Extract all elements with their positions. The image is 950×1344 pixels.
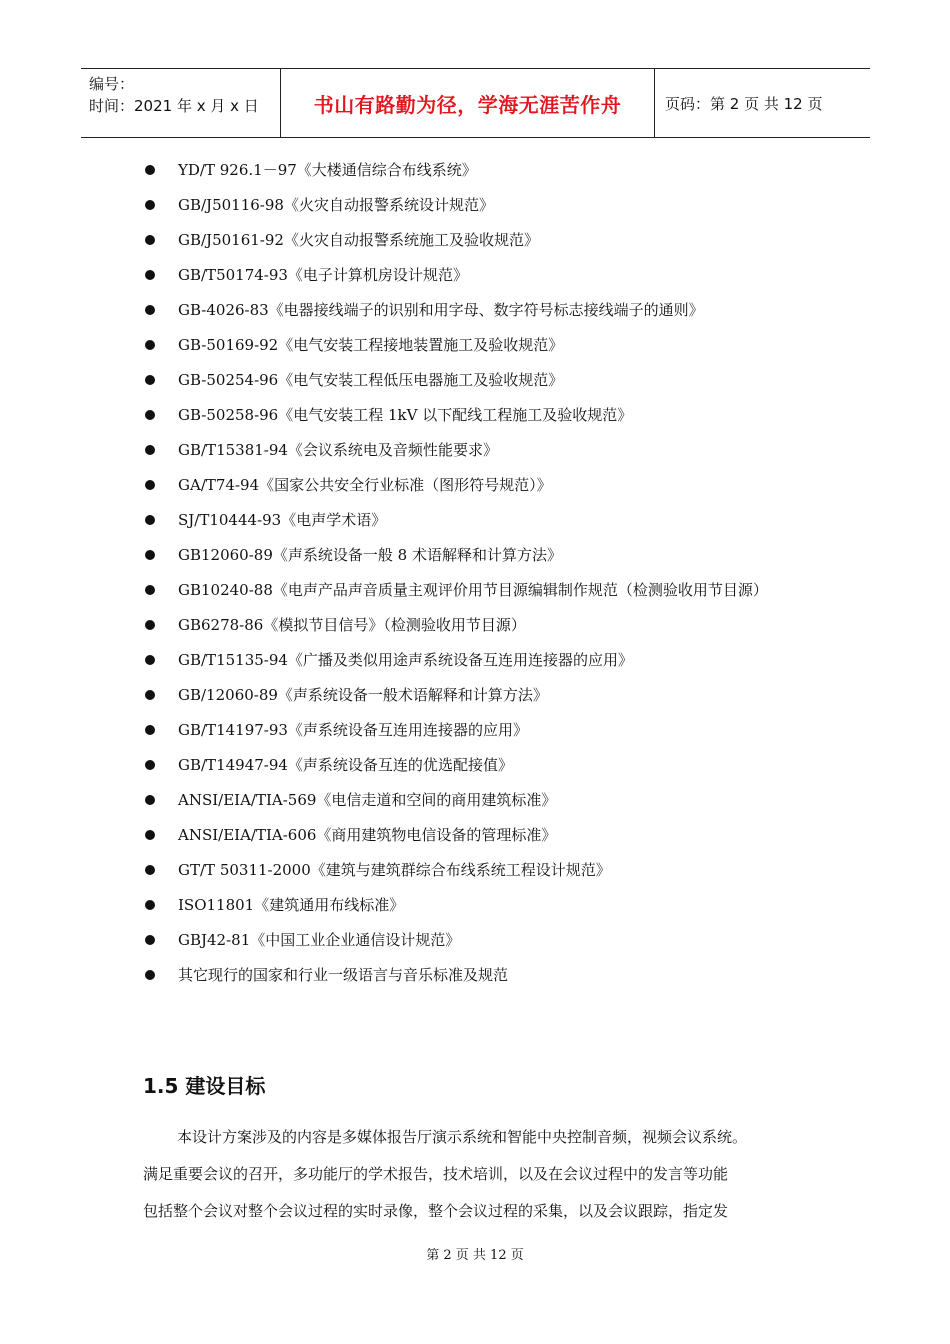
bullet-icon xyxy=(145,165,155,175)
list-item: SJ/T10444-93《电声学术语》 xyxy=(143,503,823,538)
bullet-icon xyxy=(145,690,155,700)
bullet-icon xyxy=(145,515,155,525)
list-item: GT/T 50311-2000《建筑与建筑群综合布线系统工程设计规范》 xyxy=(143,853,823,888)
body-line: 本设计方案涉及的内容是多媒体报告厅演示系统和智能中央控制音频，视频会议系统。 xyxy=(177,1128,748,1146)
bullet-icon xyxy=(145,760,155,770)
list-item: GB/T15381-94《会议系统电及音频性能要求》 xyxy=(143,433,823,468)
list-item: YD/T 926.1－97《大楼通信综合布线系统》 xyxy=(143,153,823,188)
section-heading: 1.5 建设目标 xyxy=(143,1074,266,1098)
list-item: GA/T74-94《国家公共安全行业标准（图形符号规范）》 xyxy=(143,468,823,503)
bullet-icon xyxy=(145,480,155,490)
body-line: 满足重要会议的召开，多功能厅的学术报告，技术培训，以及在会议过程中的发言等功能 xyxy=(143,1165,729,1183)
bullet-icon xyxy=(145,655,155,665)
list-item: GB10240-88《电声产品声音质量主观评价用节目源编辑制作规范（检测验收用节目源） xyxy=(143,573,823,608)
bullet-icon xyxy=(145,830,155,840)
bullet-icon xyxy=(145,235,155,245)
list-item: GB-50254-96《电气安装工程低压电器施工及验收规范》 xyxy=(143,363,823,398)
bullet-icon xyxy=(145,270,155,280)
list-item: GB-4026-83《电器接线端子的识别和用字母、数字符号标志接线端子的通则》 xyxy=(143,293,823,328)
bullet-icon xyxy=(145,445,155,455)
bullet-icon xyxy=(145,795,155,805)
list-item: GB/T14197-93《声系统设备互连用连接器的应用》 xyxy=(143,713,823,748)
bullet-icon xyxy=(145,305,155,315)
section-body xyxy=(143,1119,826,1230)
page-header xyxy=(81,68,870,138)
bullet-icon xyxy=(145,935,155,945)
list-item: GB/J50116-98《火灾自动报警系统设计规范》 xyxy=(143,188,823,223)
list-item: ANSI/EIA/TIA-569《电信走道和空间的商用建筑标准》 xyxy=(143,783,823,818)
list-item: GBJ42-81《中国工业企业通信设计规范》 xyxy=(143,923,823,958)
list-item: GB/12060-89《声系统设备一般术语解释和计算方法》 xyxy=(143,678,823,713)
bullet-icon xyxy=(145,900,155,910)
body-line: 包括整个会议对整个会议过程的实时录像，整个会议过程的采集，以及会议跟踪，指定发 xyxy=(143,1202,729,1220)
bullet-icon xyxy=(145,550,155,560)
bullet-icon xyxy=(145,340,155,350)
bullet-icon xyxy=(145,410,155,420)
document-date: 时间：2021 年 x 月 x 日 xyxy=(89,97,259,115)
bullet-icon xyxy=(145,970,155,980)
list-item: ANSI/EIA/TIA-606《商用建筑物电信设备的管理标准》 xyxy=(143,818,823,853)
page-footer: 第 2 页 共 12 页 xyxy=(426,1248,524,1263)
list-item: ISO11801《建筑通用布线标准》 xyxy=(143,888,823,923)
header-page-info: 页码：第 2 页 共 12 页 xyxy=(665,94,823,113)
list-item: GB/J50161-92《火灾自动报警系统施工及验收规范》 xyxy=(143,223,823,258)
bullet-icon xyxy=(145,620,155,630)
bullet-icon xyxy=(145,725,155,735)
standards-list xyxy=(143,153,823,993)
bullet-icon xyxy=(145,865,155,875)
bullet-icon xyxy=(145,585,155,595)
list-item: GB/T14947-94《声系统设备互连的优选配接值》 xyxy=(143,748,823,783)
document-number-label: 编号： xyxy=(89,75,135,93)
header-meta xyxy=(81,69,281,137)
list-item: GB/T15135-94《广播及类似用途声系统设备互连用连接器的应用》 xyxy=(143,643,823,678)
list-item: GB6278-86《模拟节目信号》（检测验收用节目源） xyxy=(143,608,823,643)
list-item: 其它现行的国家和行业一级语言与音乐标准及规范 xyxy=(143,958,823,993)
list-item: GB/T50174-93《电子计算机房设计规范》 xyxy=(143,258,823,293)
bullet-icon xyxy=(145,375,155,385)
list-item: GB-50169-92《电气安装工程接地装置施工及验收规范》 xyxy=(143,328,823,363)
bullet-icon xyxy=(145,200,155,210)
list-item: GB12060-89《声系统设备一般 8 术语解释和计算方法》 xyxy=(143,538,823,573)
header-motto: 书山有路勤为径，学海无涯苦作舟 xyxy=(281,69,655,137)
list-item: GB-50258-96《电气安装工程 1kV 以下配线工程施工及验收规范》 xyxy=(143,398,823,433)
